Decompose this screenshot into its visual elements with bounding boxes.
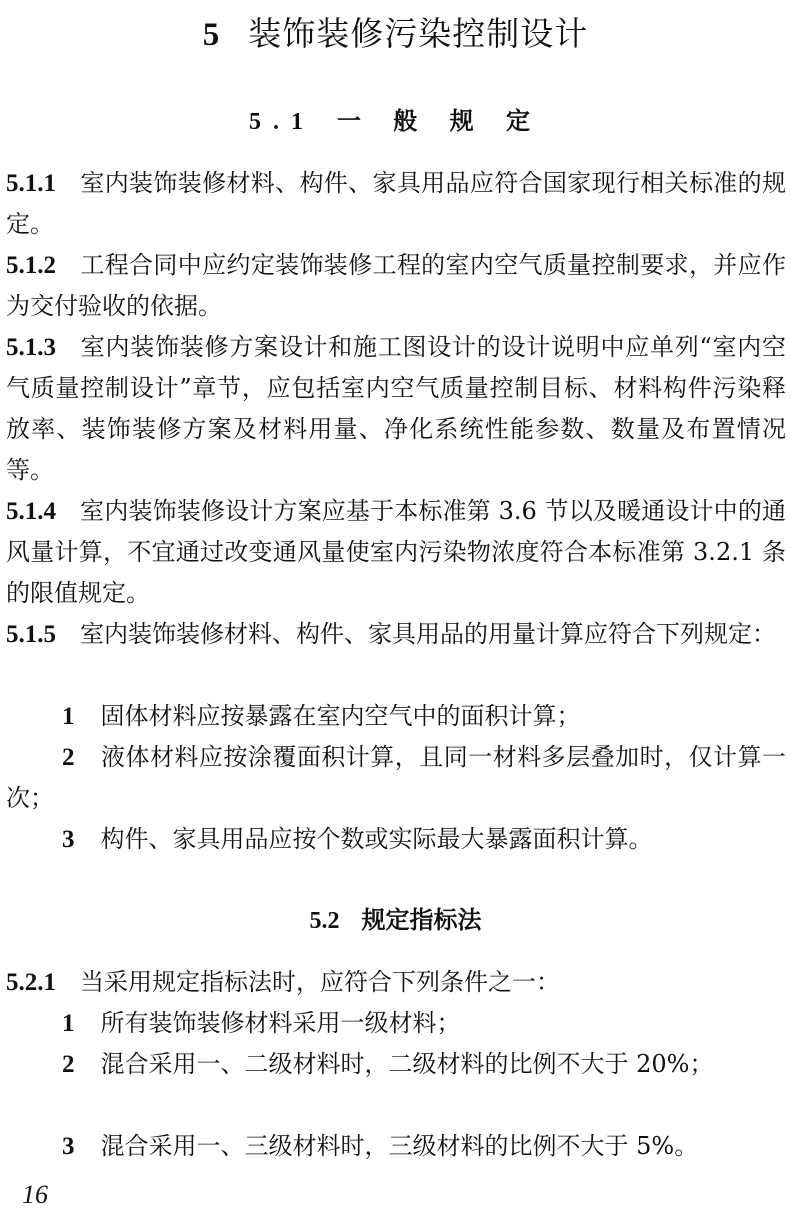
item-text: 液体材料应按涂覆面积计算，且同一材料多层叠加时，仅计算一次； <box>6 743 786 812</box>
clause-number: 5.1.4 <box>6 498 56 525</box>
item-text: 所有装饰装修材料采用一级材料； <box>100 1009 461 1037</box>
clause-text: 室内装饰装修方案设计和施工图设计的设计说明中应单列“室内空气质量控制设计”章节，应包括室内空气质量控制目标、材料构件污染释放率、装饰装修方案及材料用量、净化系统性能参数、数量及布置情况等。 <box>6 333 786 484</box>
item-text: 构件、家具用品应按个数或实际最大暴露面积计算。 <box>100 825 653 853</box>
section-title-text: 一 般 规 定 <box>336 107 543 135</box>
section-heading-5-2 <box>0 900 791 935</box>
section-number: 5.1 <box>248 109 315 135</box>
item-text: 固体材料应按暴露在室内空气中的面积计算； <box>100 702 581 730</box>
list-item <box>6 1126 786 1167</box>
item-number: 1 <box>62 703 75 730</box>
clause-5-1-2 <box>6 245 786 327</box>
chapter-title <box>0 8 791 55</box>
list-item <box>6 819 786 860</box>
clause-number: 5.1.1 <box>6 170 56 197</box>
chapter-number: 5 <box>202 17 221 53</box>
list-item <box>6 737 786 819</box>
section-heading-5-1 <box>0 101 791 136</box>
section-number: 5.2 <box>309 908 340 934</box>
item-text: 混合采用一、三级材料时，三级材料的比例不大于 5%。 <box>100 1132 699 1160</box>
clause-text: 工程合同中应约定装饰装修工程的室内空气质量控制要求，并应作为交付验收的依据。 <box>6 251 786 320</box>
list-item <box>6 1044 786 1085</box>
item-number: 2 <box>62 1051 75 1078</box>
section-title-text: 规定指标法 <box>361 906 482 934</box>
item-number: 1 <box>62 1010 75 1037</box>
page-number: 16 <box>22 1180 48 1209</box>
clause-number: 5.1.5 <box>6 621 56 648</box>
chapter-title-text: 装饰装修污染控制设计 <box>248 14 589 53</box>
clause-number: 5.1.2 <box>6 252 56 279</box>
clause-number: 5.1.3 <box>6 334 56 361</box>
clause-text: 室内装饰装修材料、构件、家具用品应符合国家现行相关标准的规定。 <box>6 169 786 238</box>
clause-number: 5.2.1 <box>6 969 56 996</box>
clause-text: 室内装饰装修材料、构件、家具用品的用量计算应符合下列规定： <box>80 620 776 648</box>
clause-5-1-5 <box>6 614 786 655</box>
clause-5-2-1 <box>6 962 786 1003</box>
item-text: 混合采用一、二级材料时，二级材料的比例不大于 20%； <box>100 1050 714 1078</box>
clause-5-1-3 <box>6 327 786 491</box>
item-number: 3 <box>62 1133 75 1160</box>
clause-5-1-1 <box>6 163 786 245</box>
clause-text: 当采用规定指标法时，应符合下列条件之一： <box>80 968 560 996</box>
list-item <box>6 1003 786 1044</box>
item-number: 2 <box>62 744 75 771</box>
clause-text: 室内装饰装修设计方案应基于本标准第 3.6 节以及暖通设计中的通风量计算，不宜通过改变通风量使室内污染物浓度符合本标准第 3.2.1 条的限值规定。 <box>6 497 786 607</box>
item-number: 3 <box>62 826 75 853</box>
clause-5-1-4 <box>6 491 786 614</box>
list-item <box>6 696 786 737</box>
